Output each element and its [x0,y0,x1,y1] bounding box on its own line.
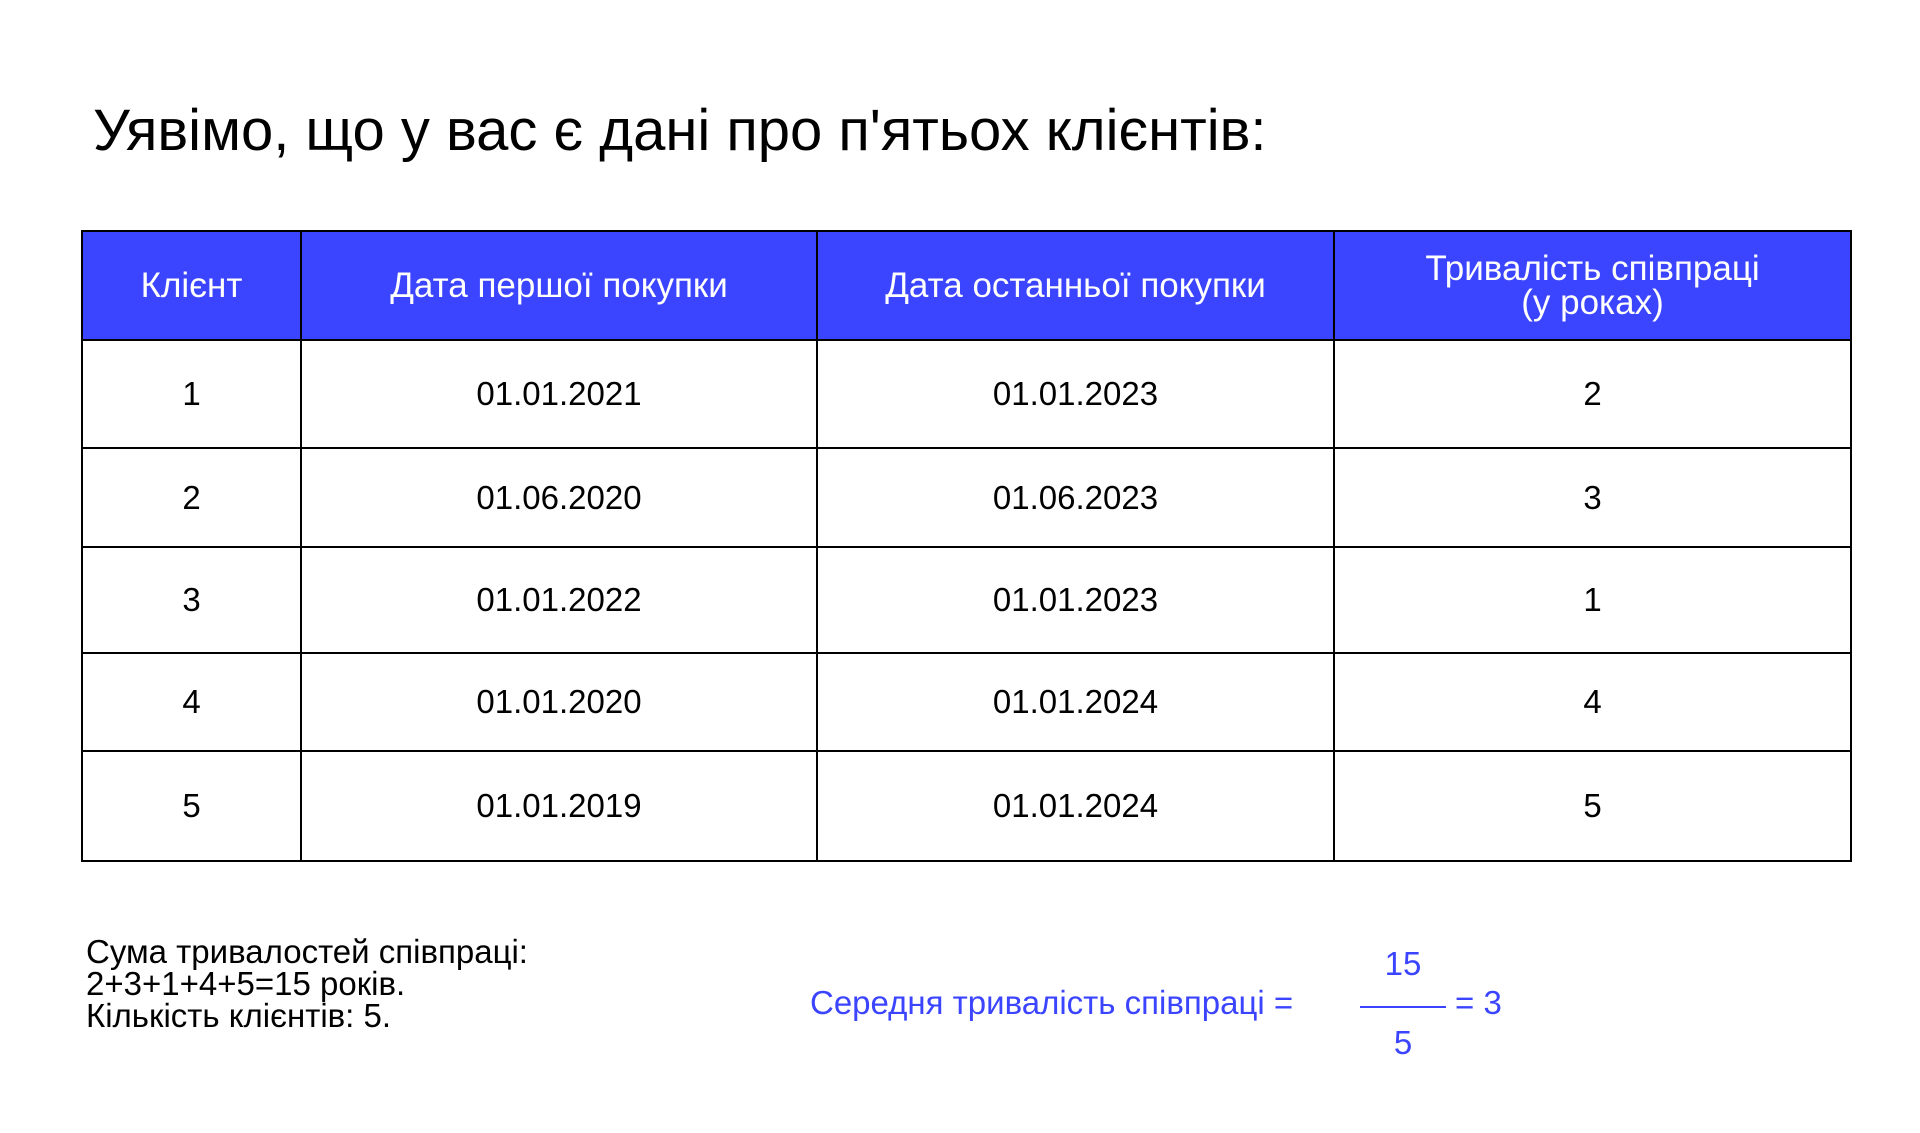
fraction-bar [1360,1006,1446,1008]
table-row [82,653,1851,751]
cell-client: 3 [82,547,301,653]
cell-last-purchase: 01.06.2023 [817,448,1334,547]
header-client: Клієнт [82,231,301,340]
cell-duration: 5 [1334,751,1851,861]
cell-last-purchase: 01.01.2023 [817,547,1334,653]
cell-last-purchase: 01.01.2024 [817,653,1334,751]
table-row [82,448,1851,547]
summary-line-sum-label: Сума тривалостей співпраці: [86,933,528,970]
header-last-purchase: Дата останньої покупки [817,231,1334,340]
header-duration-line2: (у роках) [1521,282,1664,322]
cell-first-purchase: 01.01.2019 [301,751,817,861]
formula-result: = 3 [1455,984,1502,1021]
formula-denominator: 5 [1393,1024,1413,1061]
formula-numerator: 15 [1384,945,1422,982]
cell-first-purchase: 01.06.2020 [301,448,817,547]
summary-block [86,933,528,1034]
summary-line-sum-value: 2+3+1+4+5=15 років. [86,965,406,1002]
formula-label: Середня тривалість співпраці = [810,984,1294,1021]
cell-duration: 1 [1334,547,1851,653]
table-row [82,547,1851,653]
cell-first-purchase: 01.01.2021 [301,340,817,448]
table-row [82,340,1851,448]
header-duration-line1: Тривалість співпраці [1425,248,1760,288]
table-row [82,751,1851,861]
cell-first-purchase: 01.01.2020 [301,653,817,751]
cell-client: 5 [82,751,301,861]
header-first-purchase: Дата першої покупки [301,231,817,340]
page-title: Уявімо, що у вас є дані про п'ятьох клієнтів: [93,98,1267,163]
cell-first-purchase: 01.01.2022 [301,547,817,653]
table-header-row [82,231,1851,340]
cell-last-purchase: 01.01.2024 [817,751,1334,861]
cell-duration: 3 [1334,448,1851,547]
header-duration [1334,231,1851,340]
summary-line-count: Кількість клієнтів: 5. [86,997,392,1034]
clients-table [81,230,1852,862]
cell-client: 4 [82,653,301,751]
cell-duration: 2 [1334,340,1851,448]
cell-last-purchase: 01.01.2023 [817,340,1334,448]
cell-client: 1 [82,340,301,448]
cell-duration: 4 [1334,653,1851,751]
cell-client: 2 [82,448,301,547]
